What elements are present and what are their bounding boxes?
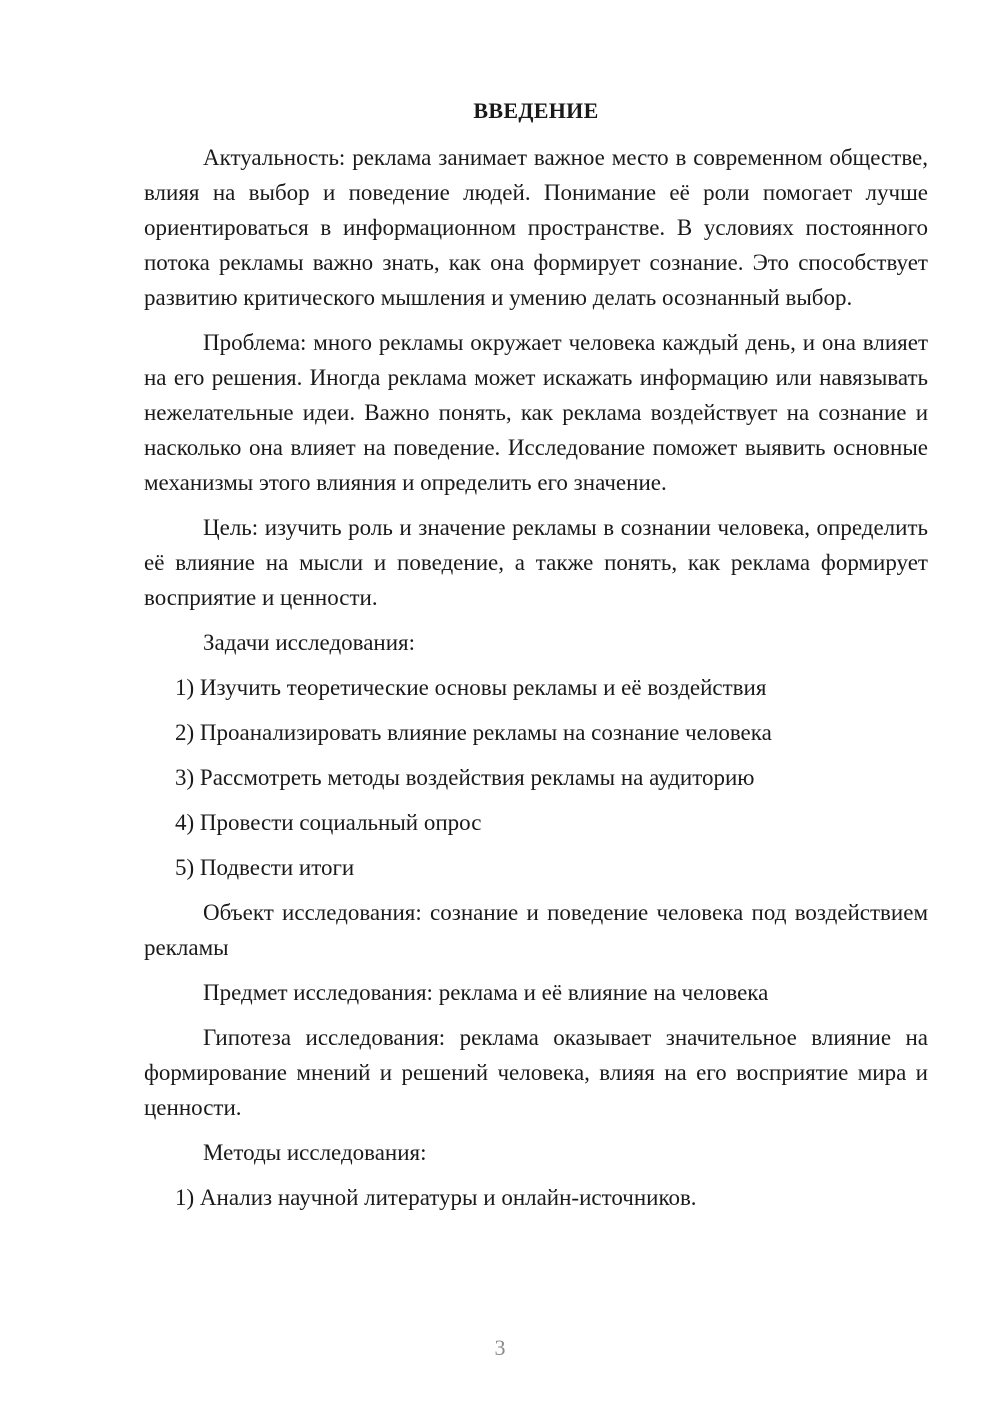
list-item: 5) Подвести итоги	[175, 855, 355, 880]
section-title: ВВЕДЕНИЕ	[473, 98, 599, 123]
goal-paragraph: Цель: изучить роль и значение рекламы в сознании человека, определить её влияние на мысли и поведение, а также понять, как реклама формирует восприятие и ценности.	[144, 515, 928, 610]
tasks-heading: Задачи исследования:	[203, 630, 416, 655]
page-number: 3	[494, 1335, 506, 1360]
hypothesis-paragraph: Гипотеза исследования: реклама оказывает значительное влияние на формирование мнений и решений человека, влияя на его восприятие мира и ценности.	[144, 1025, 928, 1120]
list-item: 2) Проанализировать влияние рекламы на сознание человека	[175, 720, 772, 745]
list-item: 1) Изучить теоретические основы рекламы и её воздействия	[175, 675, 767, 700]
list-item: 3) Рассмотреть методы воздействия рекламы на аудиторию	[175, 765, 755, 790]
subject-paragraph: Предмет исследования: реклама и её влияние на человека	[203, 980, 769, 1005]
list-item: 4) Провести социальный опрос	[175, 810, 482, 835]
methods-list	[144, 1180, 928, 1215]
tasks-list	[144, 670, 928, 885]
page-content	[144, 93, 928, 1225]
methods-heading: Методы исследования:	[203, 1140, 427, 1165]
relevance-paragraph: Актуальность: реклама занимает важное место в современном обществе, влияя на выбор и поведение людей. Понимание её роли помогает лучше ориентироваться в информационном пространстве. В условиях постоянного потока рекламы важно знать, как она формирует сознание. Это способствует развитию критического мышления и умению делать осознанный выбор.	[144, 145, 928, 310]
problem-paragraph: Проблема: много рекламы окружает человека каждый день, и она влияет на его решения. Иногда реклама может искажать информацию или навязывать нежелательные идеи. Важно понять, как реклама воздействует на сознание и насколько она влияет на поведение. Исследование поможет выявить основные механизмы этого влияния и определить его значение.	[144, 330, 928, 495]
object-paragraph: Объект исследования: сознание и поведение человека под воздействием рекламы	[144, 900, 928, 960]
list-item: 1) Анализ научной литературы и онлайн-источников.	[175, 1185, 697, 1210]
